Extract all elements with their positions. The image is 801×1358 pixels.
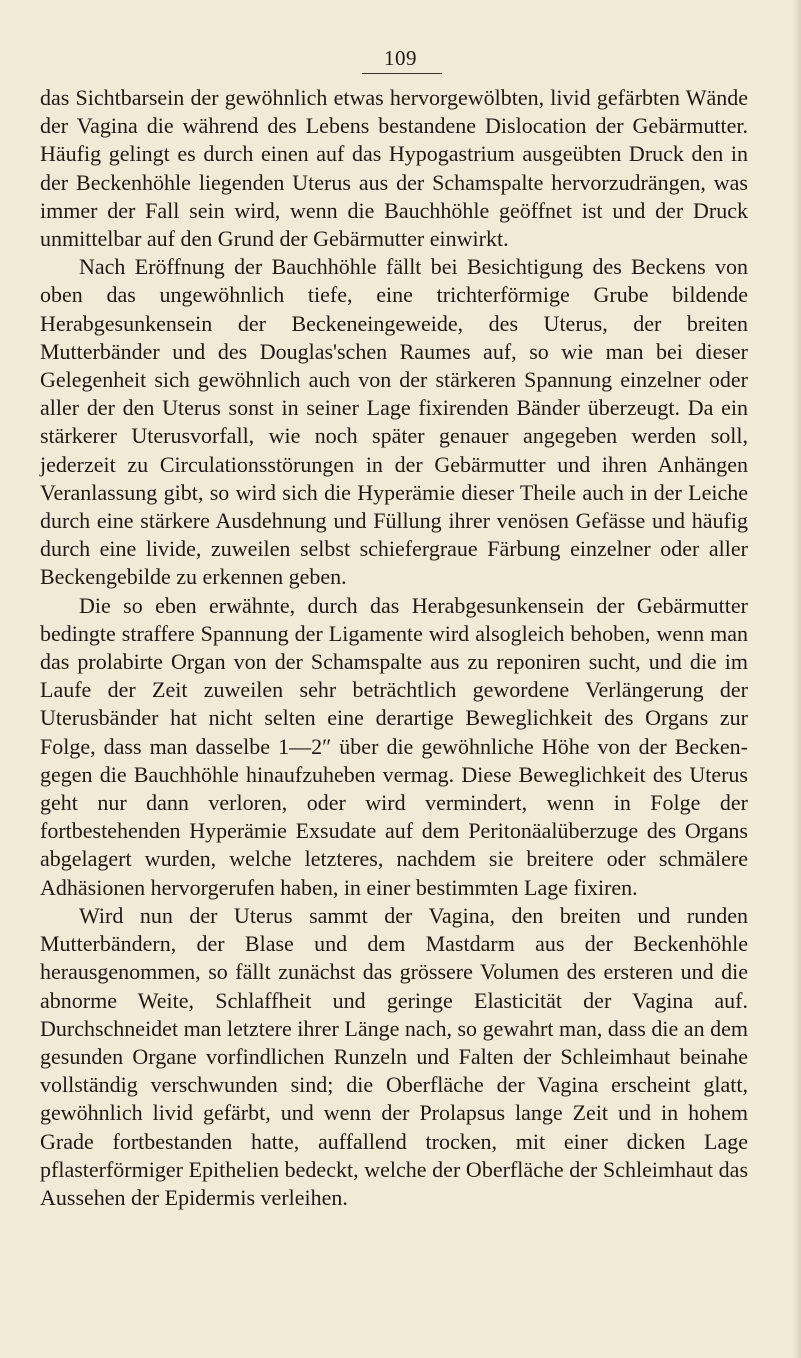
page-edge-shadow: [793, 0, 801, 1358]
page-number: 109: [384, 46, 417, 70]
paragraph-2: Nach Eröffnung der Bauchhöhle fällt bei Besichtigung des Beckens von oben das ungewöhnlich tiefe, eine trichterförmige Grube bildende Herabgesunkensein der Beckeneingeweide, des Uterus, der breiten Mutterbänder und des Douglas'schen Raumes auf, so wie man bei dieser Gelegenheit sich gewöhnlich auch von der stärkeren Spannung einzelner oder aller der den Uterus sonst in seiner Lage fixirenden Bänder überzeugt. Da ein stärkerer Uterusvorfall, wie noch später genauer angegeben werden soll, jederzeit zu Circulationsstörungen in der Gebärmutter und ihren Anhängen Veranlassung gibt, so wird sich die Hyperämie dieser Theile auch in der Leiche durch eine stärkere Ausdehnung und Füllung ihrer venösen Gefässe und häufig durch eine livide, zuweilen selbst schiefergraue Färbung einzelner oder aller Beckengebilde zu erkennen geben.: [40, 254, 748, 590]
paragraph-1: das Sichtbarsein der gewöhnlich etwas hervorgewölbten, livid gefärbten Wände der Vagina die während des Lebens bestandene Dislocation der Gebärmutter. Häufig gelingt es durch einen auf das Hypogastrium ausgeübten Druck den in der Beckenhöhle liegenden Uterus aus der Schamspalte hervorzudrängen, was immer der Fall sein wird, wenn die Bauchhöhle geöffnet ist und der Druck unmittelbar auf den Grund der Gebärmutter einwirkt.: [40, 85, 748, 252]
body-text: [40, 84, 748, 1212]
page-number-rule: [362, 73, 442, 74]
paragraph-3: Die so eben erwähnte, durch das Herabgesunkensein der Gebärmutter bedingte straffere Spannung der Ligamente wird alsogleich behoben, wenn man das prolabirte Organ von der Schamspalte aus zu reponiren sucht, und die im Laufe der Zeit zuweilen sehr beträchtlich gewordene Verlängerung der Uterusbänder hat nicht selten eine derartige Beweglichkeit des Organs zur Folge, dass man dasselbe 1—2″ über die gewöhnliche Höhe von der Becken- gegen die Bauchhöhle hinaufzuheben vermag. Diese Beweglichkeit des Uterus geht nur dann verloren, oder wird vermindert, wenn in Folge der fortbestehenden Hyperämie Exsudate auf dem Peritonäalüberzuge des Organs abgelagert wurden, welche letzteres, nachdem sie breitere oder schmälere Adhäsionen hervorgerufen haben, in einer bestimmten Lage fixiren.: [40, 592, 748, 900]
paragraph-4: Wird nun der Uterus sammt der Vagina, den breiten und runden Mutterbändern, der Blase und dem Mastdarm aus der Beckenhöhle herausgenommen, so fällt zunächst das grössere Volumen des ersteren und die abnorme Weite, Schlaffheit und geringe Elasticität der Vagina auf. Durchschneidet man letztere ihrer Länge nach, so gewahrt man, dass die an dem gesunden Organe vorfindlichen Runzeln und Falten der Schleimhaut beinahe vollständig verschwunden sind; die Oberfläche der Vagina erscheint glatt, gewöhnlich livid gefärbt, und wenn der Prolapsus lange Zeit und in hohem Grade fortbestanden hatte, auffallend trocken, mit einer dicken Lage pflasterförmiger Epithelien bedeckt, welche der Oberfläche der Schleimhaut das Aussehen der Epidermis verleihen.: [40, 902, 748, 1210]
